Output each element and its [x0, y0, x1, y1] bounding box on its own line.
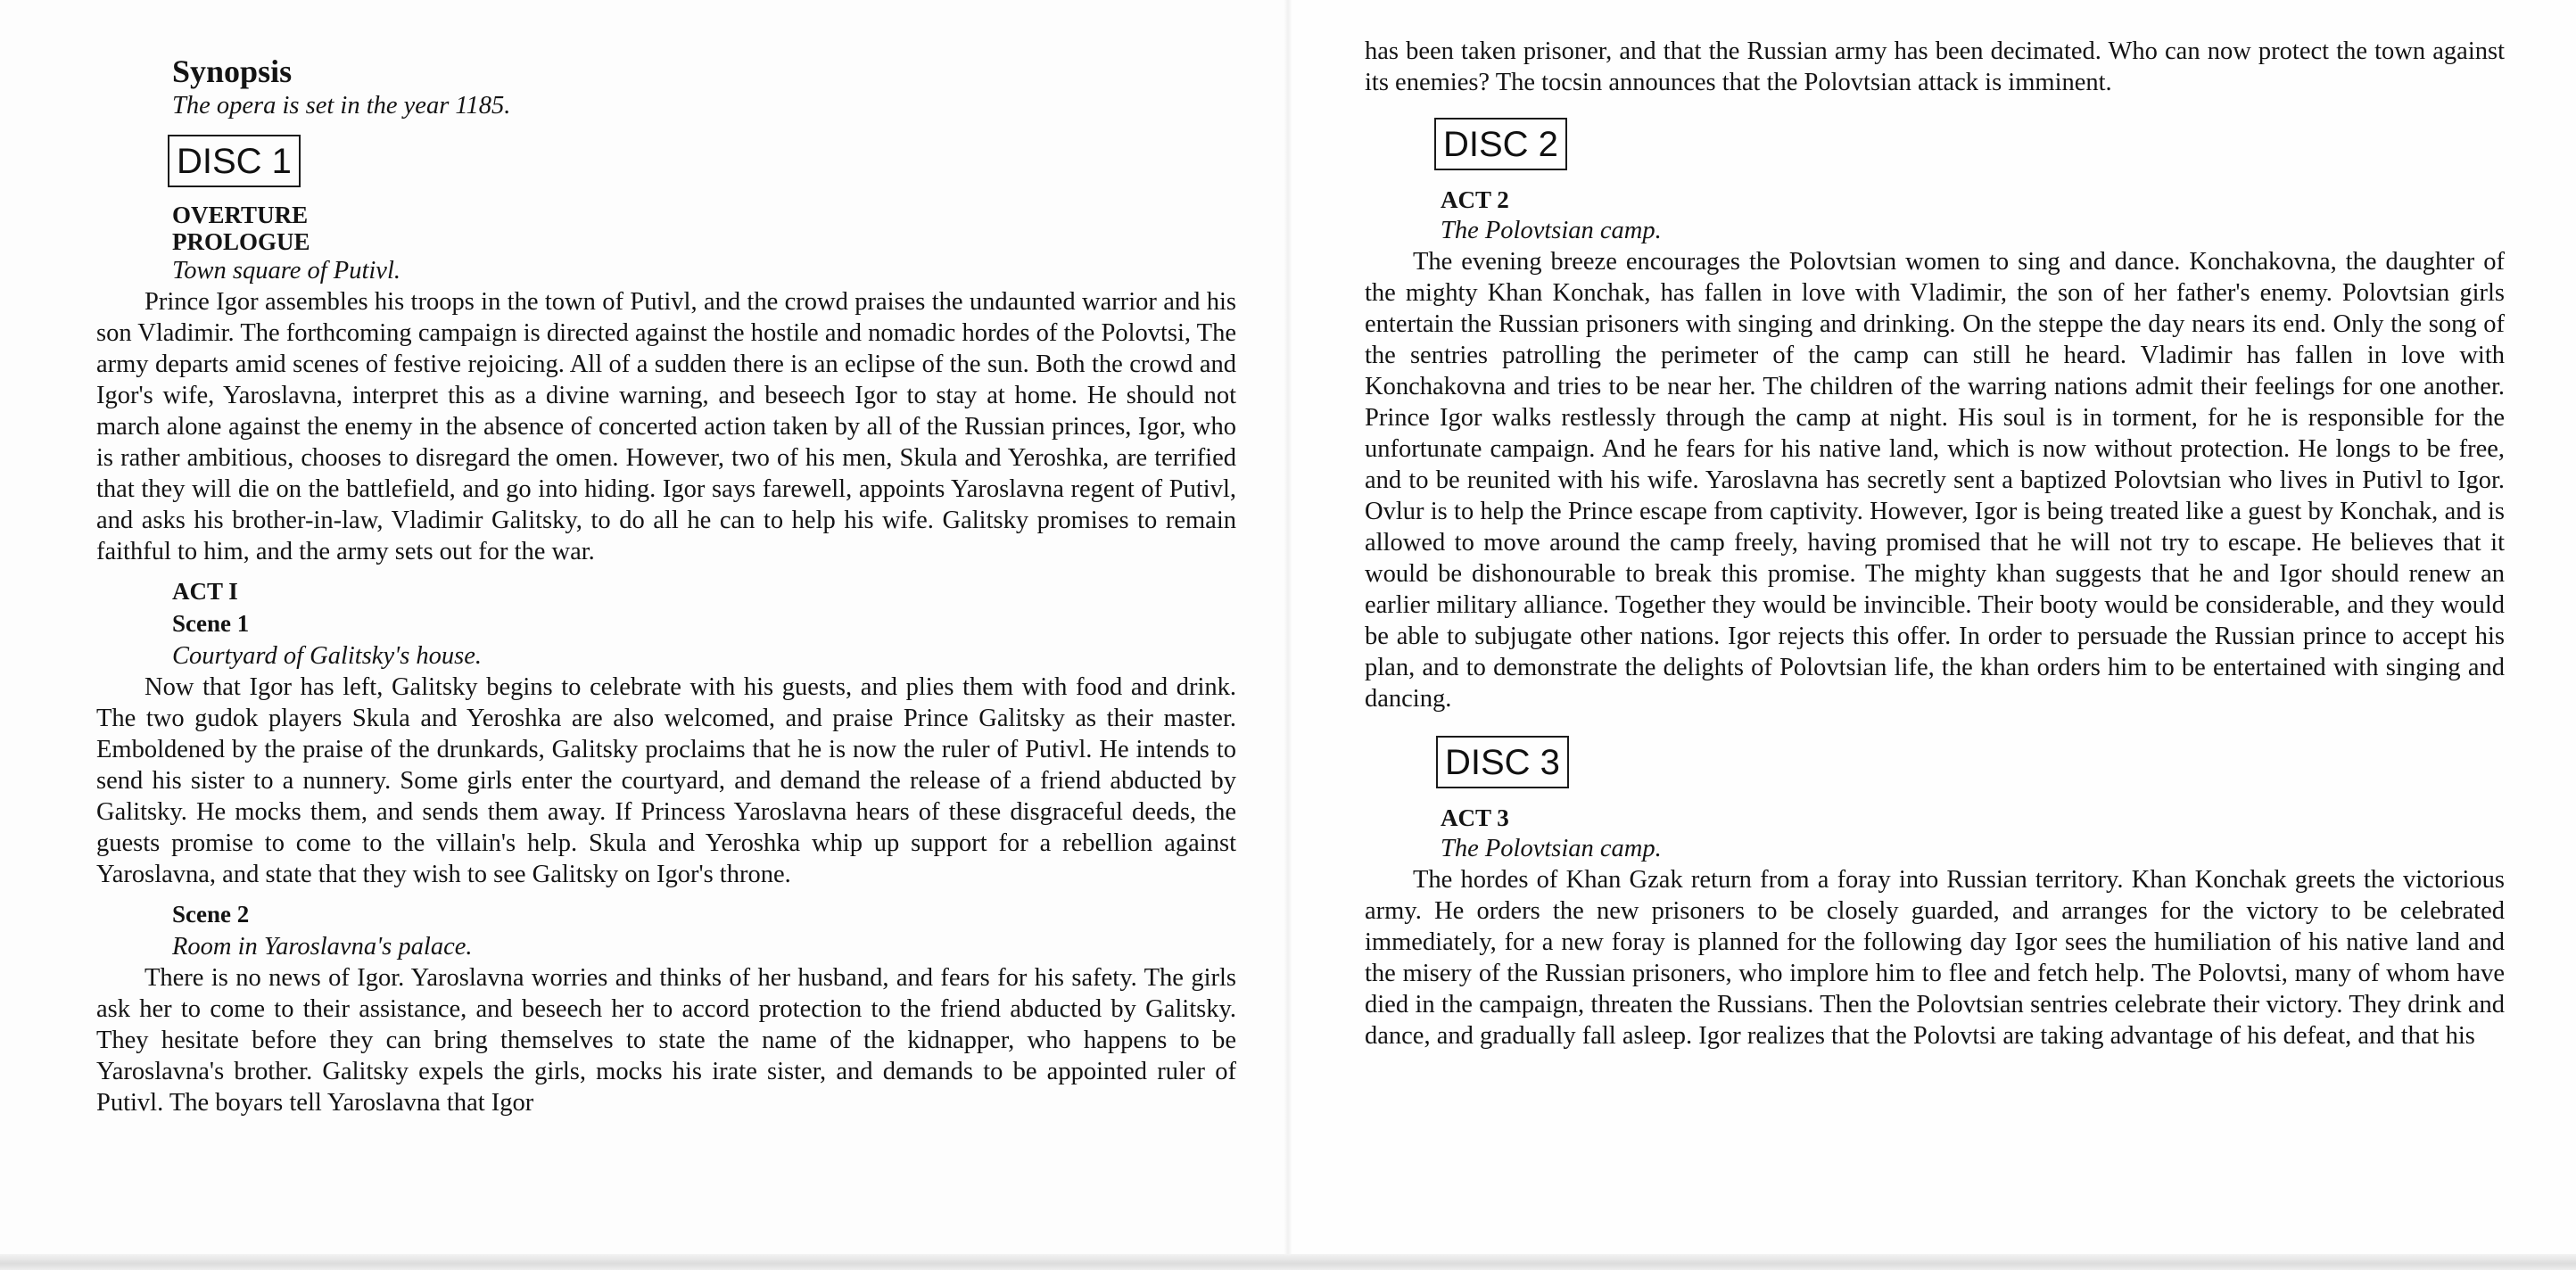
disc-2-label: DISC 2	[1434, 118, 1567, 170]
book-gutter	[1284, 0, 1292, 1258]
act-1-heading: ACT I	[172, 578, 238, 605]
act-3-location: The Polovtsian camp.	[1441, 835, 1662, 862]
prologue-paragraph: Prince Igor assembles his troops in the town of Putivl, and the crowd praises the undaunted warrior and his son Vladimir. The forthcoming campaign is directed against the hostile and nomadic hordes of the Polovtsi, The army departs amid scenes of festive rejoicing. All of a sudden there is an eclipse of the sun. Both the crowd and Igor's wife, Yaroslavna, interpret this as a divine warning, and beseech Igor to stay at home. He should not march alone against the enemy in the absence of concerted action taken by all of the Russian princes, Igor, who is rather ambitious, chooses to disregard the omen. However, two of his men, Skula and Yeroshka, are terrified that they will die on the battlefield, and go into hiding. Igor says farewell, appoints Yaroslavna regent of Putivl, and asks his brother-in-law, Vladimir Galitsky, to do all he can to help his wife. Galitsky promises to remain faithful to him, and the army sets out for the war.	[96, 288, 1236, 565]
act-2-location: The Polovtsian camp.	[1441, 217, 1662, 244]
act-2-heading: ACT 2	[1441, 186, 1509, 213]
scene-2-heading: Scene 2	[172, 901, 250, 928]
disc-3-label: DISC 3	[1436, 736, 1569, 788]
scene-1-paragraph: Now that Igor has left, Galitsky begins to celebrate with his guests, and plies them with food and drink. The two gudok players Skula and Yeroshka are also welcomed, and praise Prince Galitsky as their master. Emboldened by the praise of the drunkards, Galitsky proclaims that he is now the ruler of Putivl. He intends to send his sister to a nunnery. Some girls enter the courtyard, and demand the release of a friend abducted by Galitsky. He mocks them, and sends them away. If Princess Yaroslavna hears of these disgraceful deeds, the guests promise to come to the villain's help. Skula and Yeroshka whip up support for a rebellion against Yaroslavna, and state that they wish to see Galitsky on Igor's throne.	[96, 673, 1236, 888]
synopsis-title: Synopsis	[172, 54, 293, 89]
continued-paragraph: has been taken prisoner, and that the Russian army has been decimated. Who can now protect the town against its enemies? The tocsin announces that the Polovtsian attack is imminent.	[1365, 37, 2505, 96]
scene-1-heading: Scene 1	[172, 610, 250, 637]
left-column	[96, 0, 1236, 1118]
scan-bottom-edge	[0, 1254, 2576, 1270]
right-column	[1365, 0, 2505, 1051]
act-3-heading: ACT 3	[1441, 804, 1509, 831]
act-3-paragraph: The hordes of Khan Gzak return from a foray into Russian territory. Khan Konchak greets the victorious army. He orders the new prisoners to be closely guarded, and arranges for the victory to be celebrated immediately, for a new foray is planned for the following day Igor sees the humiliation of his native land and the misery of the Russian prisoners, who implore him to flee and fetch help. The Polovtsi, many of whom have died in the campaign, threaten the Russians. Then the Polovtsian sentries celebrate their victory. They drink and dance, and gradually fall asleep. Igor realizes that the Polovtsi are taking advantage of his defeat, and that his	[1365, 866, 2505, 1050]
left-page	[0, 0, 1288, 1258]
disc-1-label: DISC 1	[168, 135, 301, 187]
right-page	[1288, 0, 2576, 1258]
overture-heading: OVERTURE	[172, 202, 309, 228]
scene-2-paragraph: There is no news of Igor. Yaroslavna worries and thinks of her husband, and fears for his safety. The girls ask her to come to their assistance, and beseech her to accord protection to the friend abducted by Galitsky. They hesitate before they can bring themselves to state the name of the kidnapper, who happens to be Yaroslavna's brother. Galitsky expels the girls, mocks his irate sister, and demands to be appointed ruler of Putivl. The boyars tell Yaroslavna that Igor	[96, 964, 1236, 1117]
scene-2-location: Room in Yaroslavna's palace.	[172, 933, 473, 961]
act-2-paragraph: The evening breeze encourages the Polovtsian women to sing and dance. Konchakovna, the daughter of the mighty Khan Konchak, has fallen in love with Vladimir, the son of her father's enemy. Polovtsian girls entertain the Russian prisoners with singing and drinking. On the steppe the day nears its end. Only the song of the sentries patrolling the perimeter of the camp can still he heard. Vladimir has fallen in love with Konchakovna and tries to be near her. The children of the warring nations admit their feelings for one another. Prince Igor walks restlessly through the camp at night. His soul is in torment, for he is responsible for the unfortunate campaign. And he fears for his native land, which is now without protection. He longs to be free, and to be reunited with his wife. Yaroslavna has secretly sent a baptized Polovtsian who lives in Putivl to Igor. Ovlur is to help the Prince escape from captivity. However, Igor is being treated like a guest by Konchak, and is allowed to move around the camp freely, having promised that he will not try to escape. He believes that it would be dishonourable to break this promise. The mighty khan suggests that he and Igor should renew an earlier military alliance. Together they would be invincible. Their booty would be considerable, and they would be able to subjugate other nations. Igor rejects this offer. In order to persuade the Russian prince to accept his plan, and to demonstrate the delights of Polovtsian life, the khan orders him to be entertained with singing and dancing.	[1365, 248, 2505, 713]
prologue-heading: PROLOGUE	[172, 228, 310, 255]
prologue-location: Town square of Putivl.	[172, 257, 400, 285]
scene-1-location: Courtyard of Galitsky's house.	[172, 642, 483, 670]
opera-setting-subtitle: The opera is set in the year 1185.	[172, 92, 511, 120]
